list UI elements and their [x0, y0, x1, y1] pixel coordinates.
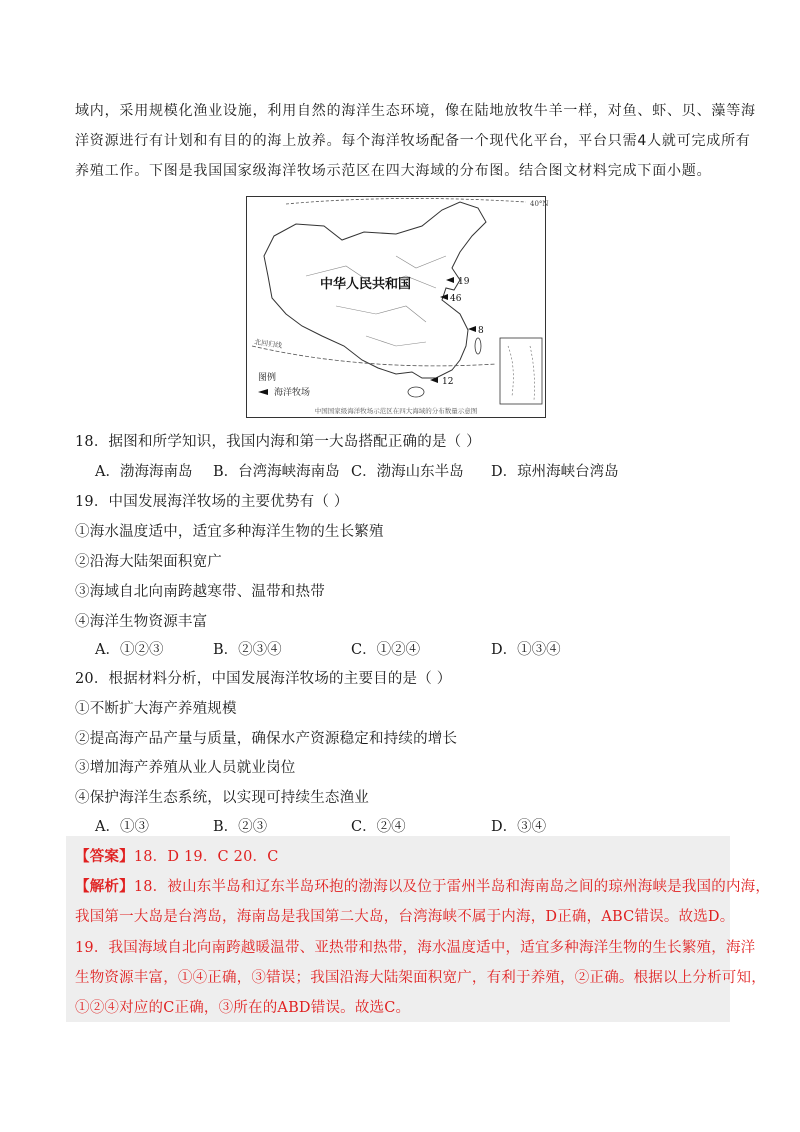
tropic-label: 北回归线 — [253, 338, 283, 350]
analysis-line-1: 【解析】18．被山东半岛和辽东半岛环抱的渤海以及位于雷州半岛和海南岛之间的琼州海峡是我国的内海， — [75, 878, 771, 895]
q20-item-3: ③增加海产养殖从业人员就业岗位 — [75, 760, 296, 776]
analysis-line-3: 19．我国海域自北向南跨越暖温带、亚热带和热带，海水温度适中，适宜多种海洋生物的生长繁殖，海洋 — [75, 940, 756, 956]
taiwan-island — [475, 338, 481, 354]
marine-ranch-map — [246, 196, 549, 418]
answer-label: 【答案】 — [75, 848, 134, 865]
svg-text:19: 19 — [458, 277, 470, 287]
latitude-label: 40°N — [530, 200, 549, 208]
country-label: 中华人民共和国 — [320, 277, 412, 292]
q20-stem: 20．根据材料分析，中国发展海洋牧场的主要目的是（ ） — [75, 671, 452, 687]
svg-text:12: 12 — [442, 377, 454, 387]
q18-option-d: D．琼州海峡台湾岛 — [491, 464, 619, 480]
q18-option-b: B．台湾海峡海南岛 — [213, 464, 340, 480]
hainan-island — [408, 387, 424, 397]
intro-line-3: 养殖工作。下图是我国国家级海洋牧场示范区在四大海域的分布图。结合图文材料完成下面小题。 — [75, 163, 712, 179]
analysis-line-2: 我国第一大岛是台湾岛，海南岛是我国第二大岛，台湾海峡不属于内海，D正确，ABC错误。故选D。 — [75, 909, 735, 925]
answer-text: 18．D 19．C 20．C — [133, 849, 279, 865]
q19-item-2: ②沿海大陆架面积宽广 — [75, 554, 222, 570]
q19-option-c: C．①②④ — [351, 642, 421, 658]
q19-option-a: A．①②③ — [95, 642, 164, 658]
analysis-label: 【解析】 — [75, 878, 134, 895]
q19-item-4: ④海洋生物资源丰富 — [75, 614, 208, 630]
svg-text:8: 8 — [478, 326, 484, 336]
q19-item-3: ③海域自北向南跨越寒带、温带和热带 — [75, 584, 325, 600]
q20-item-1: ①不断扩大海产养殖规模 — [75, 701, 237, 717]
q19-item-1: ①海水温度适中，适宜多种海洋生物的生长繁殖 — [75, 524, 384, 540]
q20-option-b: B．②③ — [213, 819, 268, 835]
q20-item-4: ④保护海洋生态系统，以实现可持续生态渔业 — [75, 790, 369, 806]
q20-option-a: A．①③ — [95, 819, 149, 835]
q18-option-a: A．渤海海南岛 — [95, 464, 193, 480]
q20-option-c: C．②④ — [351, 819, 406, 835]
q20-item-2: ②提高海产品产量与质量，确保水产资源稳定和持续的增长 — [75, 731, 458, 747]
intro-line-1: 域内，采用规模化渔业设施，利用自然的海洋生态环境，像在陆地放牧牛羊一样，对鱼、虾、贝、藻等海 — [75, 103, 756, 119]
answer-line — [75, 845, 279, 866]
analysis-line-4: 生物资源丰富，①④正确，③错误；我国沿海大陆架面积宽广，有利于养殖，②正确。根据以上分析可知， — [75, 970, 766, 986]
q18-option-c: C．渤海山东半岛 — [351, 464, 464, 480]
intro-line-2: 洋资源进行有计划和有目的的海上放养。每个海洋牧场配备一个现代化平台，平台只需4人就可完成所有 — [75, 133, 751, 149]
q18-stem: 18．据图和所学知识，我国内海和第一大岛搭配正确的是（ ） — [75, 434, 481, 450]
svg-text:46: 46 — [450, 294, 462, 304]
south-sea-inset — [500, 338, 542, 404]
q19-option-b: B．②③④ — [213, 642, 282, 658]
q20-option-d: D．③④ — [491, 819, 547, 835]
q19-option-d: D．①③④ — [491, 642, 561, 658]
q19-stem: 19．中国发展海洋牧场的主要优势有（ ） — [75, 494, 349, 510]
analysis-line-5: ①②④对应的C正确，③所在的ABD错误。故选C。 — [75, 1000, 411, 1016]
legend-item: 海洋牧场 — [274, 388, 311, 398]
map-caption: 中国国家级海洋牧场示范区在四大海域的分布数量示意图 — [314, 407, 478, 415]
legend-title: 图例 — [258, 373, 277, 383]
